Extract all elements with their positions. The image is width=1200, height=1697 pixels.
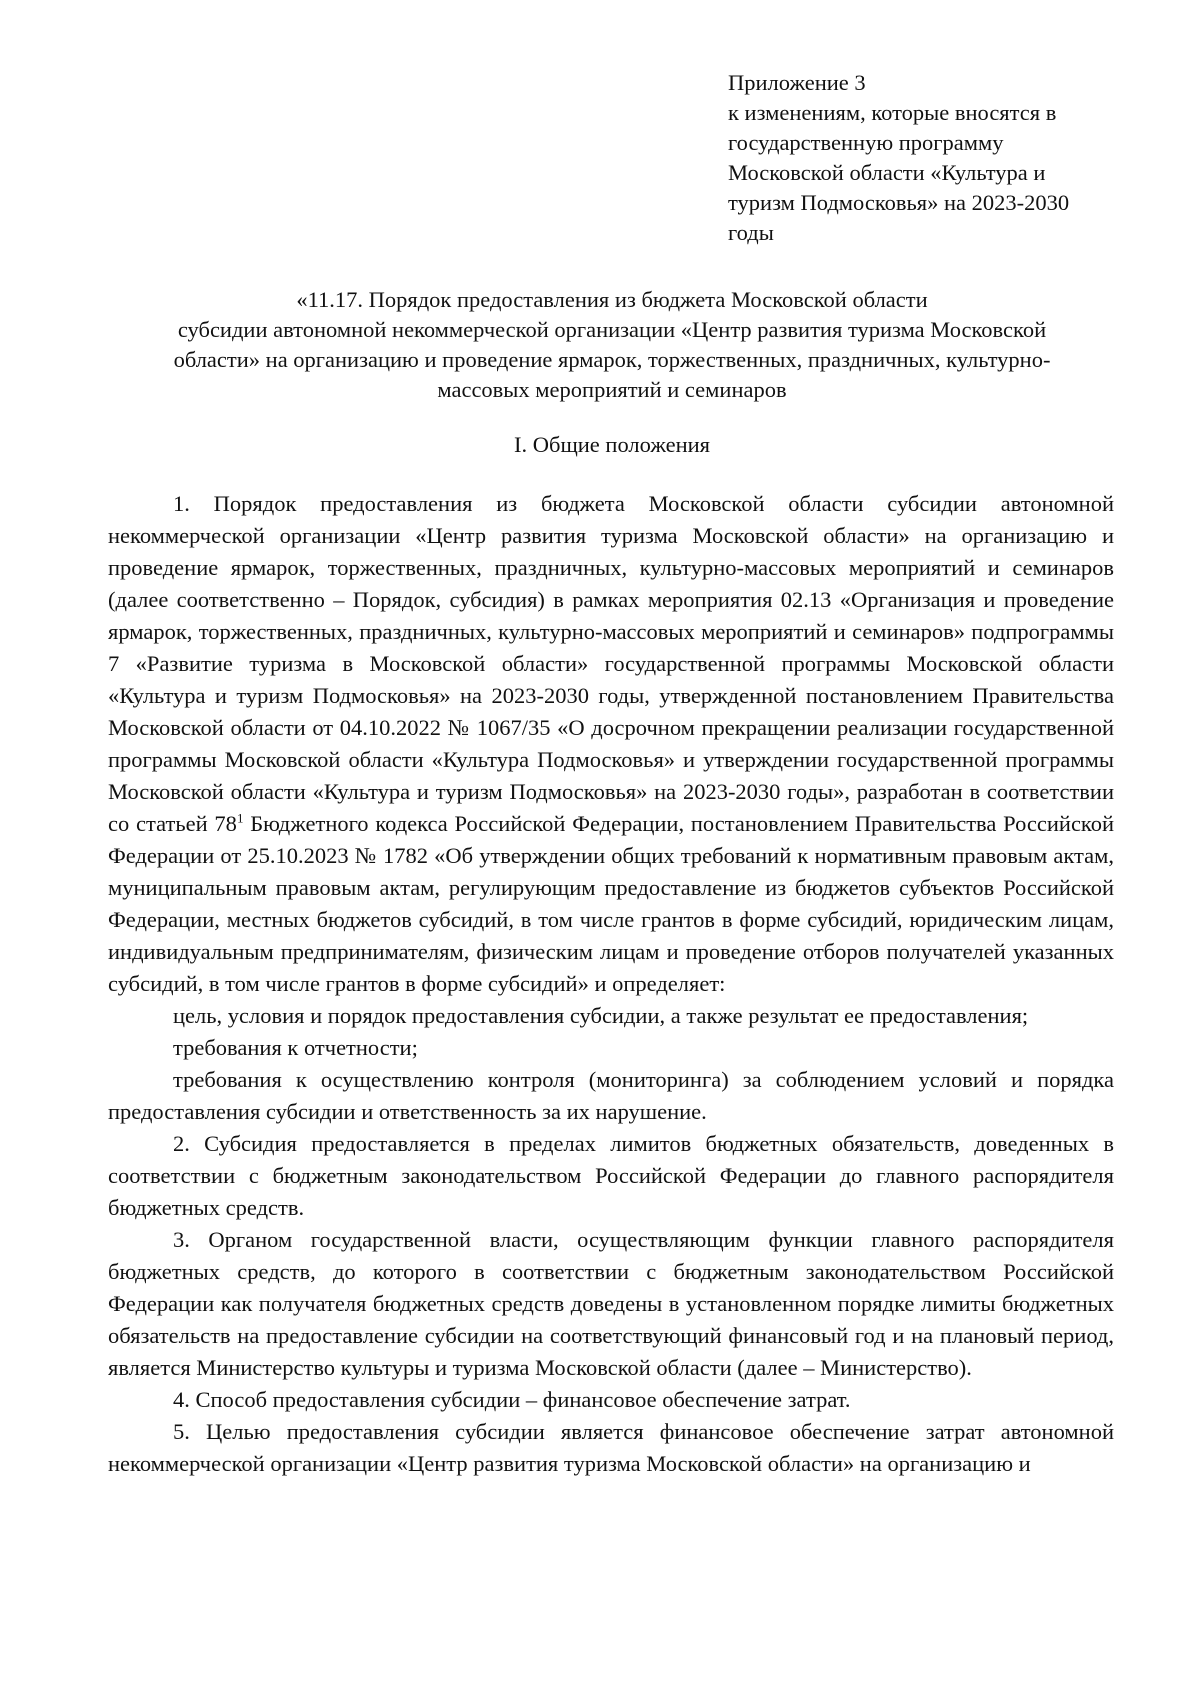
paragraph-1-item-reporting: требования к отчетности; <box>173 1035 418 1060</box>
annex-line: к изменениям, которые вносятся в <box>728 100 1057 125</box>
annex-line: Приложение 3 <box>728 70 866 95</box>
paragraph-2: 2. Субсидия предоставляется в пределах лимитов бюджетных обязательств, доведенных в соответствии с бюджетным законодательством Российской Федерации до главного распорядителя бюджетных средств. <box>108 1131 1114 1220</box>
paragraph-5: 5. Целью предоставления субсидии является финансовое обеспечение затрат автономной некоммерческой организации «Центр развития туризма Московской области» на организацию и <box>108 1419 1114 1476</box>
annex-line: туризм Подмосковья» на 2023-2030 <box>728 190 1070 215</box>
paragraph-1-item-control: требования к осуществлению контроля (мониторинга) за соблюдением условий и порядка предоставления субсидии и ответственность за их нарушение. <box>108 1067 1114 1124</box>
annex-line: годы <box>728 220 774 245</box>
paragraph-1-item-goal: цель, условия и порядок предоставления субсидии, а также результат ее предоставления; <box>173 1003 1029 1028</box>
section-heading: I. Общие положения <box>514 432 710 457</box>
paragraph-3: 3. Органом государственной власти, осуществляющим функции главного распорядителя бюджетных средств, до которого в соответствии с бюджетным законодательством Российской Федерации как получателя бюджетных средств доведены в установленном порядке лимиты бюджетных обязательств на предоставление субсидии на соответствующий финансовый год и на плановый период, является Министерство культуры и туризма Московской области (далее – Министерство). <box>108 1227 1114 1380</box>
document-body <box>108 488 1114 1480</box>
title-line: «11.17. Порядок предоставления из бюджета Московской области <box>296 287 928 312</box>
title-line: области» на организацию и проведение ярмарок, торжественных, праздничных, культурно- <box>173 347 1051 372</box>
title-line: массовых мероприятий и семинаров <box>437 377 787 402</box>
annex-line: государственную программу <box>728 130 1004 155</box>
superscript: 1 <box>236 810 244 826</box>
paragraph-1: 1. Порядок предоставления из бюджета Московской области субсидии автономной некоммерческой организации «Центр развития туризма Московской области» на организацию и проведение ярмарок, торжественных, праздничных, культурно-массовых мероприятий и семинаров (далее соответственно – Порядок, субсидия) в рамках мероприятия 02.13 «Организация и проведение ярмарок, торжественных, праздничных, культурно-массовых мероприятий и семинаров» подпрограммы 7 «Развитие туризма в Московской области» государственной программы Московской области «Культура и туризм Подмосковья» на 2023-2030 годы, утвержденной постановлением Правительства Московской области от 04.10.2022 № 1067/35 «О досрочном прекращении реализации государственной программы Московской области «Культура Подмосковья» и утверждении государственной программы Московской области «Культура и туризм Подмосковья» на 2023-2030 годы», разработан в соответствии со статьей $78^1$ Бюджетного кодекса Российской Федерации, постановлением Правительства Российской Федерации от 25.10.2023 № 1782 «Об утверждении общих требований к нормативным правовым актам, муниципальным правовым актам, регулирующим предоставление из бюджетов субъектов Российской Федерации, местных бюджетов субсидий, в том числе грантов в форме субсидий, юридическим лицам, индивидуальным предпринимателям, физическим лицам и проведение отборов получателей указанных субсидий, в том числе грантов в форме субсидий» и определяет: <box>108 491 1115 996</box>
document-title <box>108 285 1116 405</box>
annex-line: Московской области «Культура и <box>728 160 1046 185</box>
title-line: субсидии автономной некоммерческой организации «Центр развития туризма Московской <box>177 317 1047 342</box>
paragraph-4: 4. Способ предоставления субсидии – финансовое обеспечение затрат. <box>173 1387 851 1412</box>
annex-header <box>728 68 1148 248</box>
